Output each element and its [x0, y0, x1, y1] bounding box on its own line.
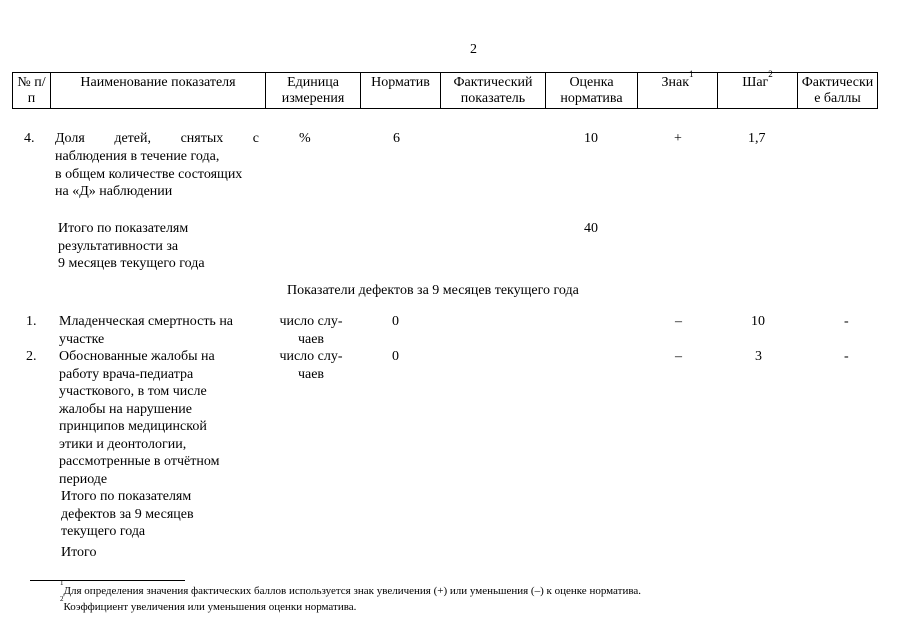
defect-2-norm: 0: [392, 349, 399, 364]
col-header-unit: Единица измерения: [266, 73, 361, 109]
row4-unit: %: [299, 131, 311, 146]
defect-1-unit: число слу- чаев: [279, 314, 343, 347]
row4-number: 4.: [24, 131, 35, 146]
defect-2-sign: –: [675, 349, 682, 364]
defect-1-sign: –: [675, 314, 682, 329]
total-results-score: 40: [584, 221, 598, 236]
defect-1-points: -: [844, 314, 849, 329]
row4-name-first-line: [55, 130, 259, 148]
col-header-score: Оценка норматива: [546, 73, 638, 109]
defect-1-name: Младенческая смертность на участке: [59, 314, 234, 347]
row4-word: Доля: [55, 131, 85, 146]
col-header-actual: Фактический показатель: [441, 73, 546, 109]
col-header-step: Шаг$^2$: [718, 73, 798, 109]
defect-2-step: 3: [755, 349, 762, 364]
footnote-1: $^1$Для определения значения фактических баллов используется знак увеличения (+) или уменьшения (–) к оценке норматива.: [60, 579, 642, 597]
section-title: Показатели дефектов за 9 месяцев текущего года: [287, 283, 579, 298]
row4-word: с: [252, 131, 259, 146]
row4-norm: 6: [393, 131, 400, 146]
page-number: 2: [470, 42, 477, 57]
defect-1-number: 1.: [26, 314, 37, 329]
row4-word: снятых: [180, 131, 224, 146]
col-header-sign: Знак$^1$: [638, 73, 718, 109]
defect-2-name: Обоснованные жалобы на работу врача-педиатра участкового, в том числе жалобы на нарушение принципов медицинской этики и деонтологии, рассмотренные в отчётном периоде: [59, 349, 220, 487]
footnote-divider: [30, 580, 185, 581]
total-results-label: Итого по показателям результативности за 9 месяцев текущего года: [58, 221, 205, 271]
col-header-number: № п/п: [13, 73, 51, 109]
col-header-norm: Норматив: [361, 73, 441, 109]
grand-total-label: Итого: [61, 545, 97, 560]
row4-score: 10: [584, 131, 598, 146]
row4-word: детей,: [114, 131, 152, 146]
defect-2-unit: число слу- чаев: [279, 349, 343, 382]
total-defects-label: Итого по показателям дефектов за 9 месяцев текущего года: [61, 489, 194, 539]
defect-1-step: 10: [751, 314, 765, 329]
col-header-points: Фактически е баллы: [798, 73, 878, 109]
row4-step: 1,7: [748, 131, 766, 146]
defect-2-points: -: [844, 349, 849, 364]
col-header-name: Наименование показателя: [51, 73, 266, 109]
row4-name-rest: наблюдения в течение года, в общем количестве состоящих на «Д» наблюдении: [55, 149, 243, 199]
row4-sign: +: [674, 131, 682, 146]
defect-2-number: 2.: [26, 349, 37, 364]
defect-1-norm: 0: [392, 314, 399, 329]
table-header: [12, 69, 878, 109]
footnote-2: $^2$Коэффициент увеличения или уменьшения оценки норматива.: [60, 595, 357, 613]
